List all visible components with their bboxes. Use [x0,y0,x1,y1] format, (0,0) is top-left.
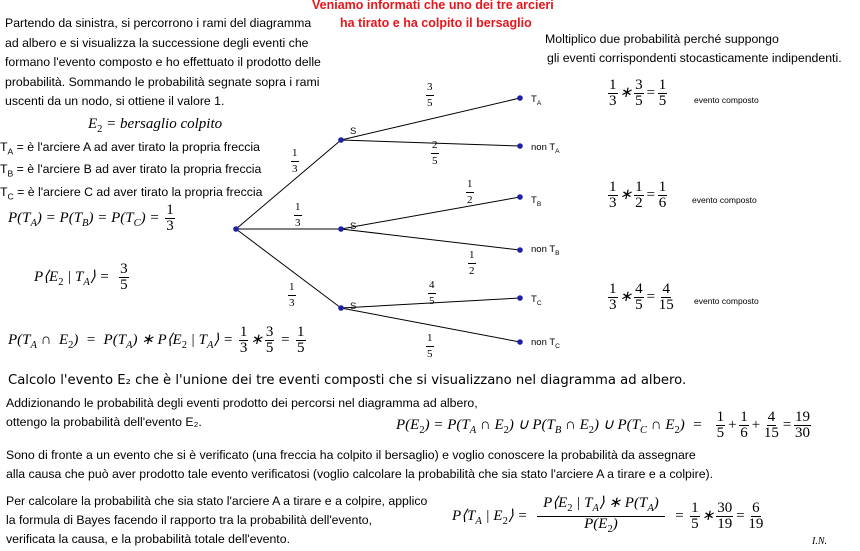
composite-label: evento composto [692,195,757,205]
branch-prob: $\frac{1}{3}$ [295,201,301,229]
branch-prob: $\frac{3}{5}$ [427,81,433,109]
root-node [233,226,239,232]
bayes-intro-line: Sono di fronte a un evento che si è verificato (una freccia ha colpito il bersaglio) e voglio conoscere la probabilità da assegnare [6,448,696,462]
branch-prob: $\frac{1}{3}$ [289,281,295,309]
independence-note [545,30,842,68]
e2-definition: $E_2$ = bersaglio colpito [88,116,223,135]
title-line1: Veniamo informati che uno dei tre arcieri [312,0,554,12]
leaf-node [517,95,523,101]
def-ta: $T_A$ = è l'arciere A ad aver tirato la propria freccia [0,140,260,157]
bayes-intro [6,446,713,484]
leaf-node [517,143,523,149]
leaf-label: non $T_B$ [531,244,560,257]
leaf-label: non $T_A$ [531,142,560,155]
tree-node [338,226,344,232]
node-label-s: S [350,301,357,312]
note-line: Moltiplico due probabilità perché suppongo [545,32,779,46]
intro-line: ad albero e si visualizza la successione degli eventi che [5,35,309,50]
note-line: gli eventi corrispondenti stocasticamente indipendenti. [547,51,842,65]
intro-line: probabilità. Sommando le probabilità segnate sopra i rami [5,74,320,89]
branch-prob: $\frac{1}{5}$ [427,332,433,360]
branch-prob: $\frac{1}{3}$ [292,147,298,175]
intro-line: uscenti da un nodo, si ottiene il valore 1. [5,94,225,108]
title-line2: ha tirato e ha colpito il bersaglio [340,16,532,30]
bayes-line: la formula di Bayes facendo il rapporto tra la probabilità dell'evento, [6,513,373,527]
product-formula: $\frac{1}{3}$ ∗ $\frac{3}{5}$ = $\frac{1}{5}$ [609,77,667,109]
branch-prob: $\frac{4}{5}$ [429,279,435,307]
leaf-node [517,339,523,345]
leaf-label: $T_A$ [531,94,542,107]
leaf-label: non $T_C$ [531,337,560,350]
intro-line: Partendo da sinistra, si percorrono i rami del diagramma [5,16,312,30]
branch-prob: $\frac{2}{5}$ [432,139,438,167]
def-tc: $T_C$ = è l'arciere C ad aver tirato la propria freccia [0,184,263,202]
composite-label: evento composto [694,95,759,105]
equal-prior-formula: $P(T_A) = P(T_B) = P(T_C)$ = $\frac{1}{3}$ [8,202,174,234]
node-label-s: S [350,126,357,137]
conditional-formula: $P⟨E_2$ | $T_A⟩$ = $\frac{3}{5}$ [34,261,128,293]
def-tb: $T_B$ = è l'arciere B ad aver tirato la propria freccia [0,162,262,179]
product-formula: $\frac{1}{3}$ ∗ $\frac{1}{2}$ = $\frac{1}{6}$ [609,179,667,211]
leaf-label: $T_B$ [531,195,542,208]
leaf-label: $T_C$ [531,294,542,307]
bayes-line: Per calcolare la probabilità che sia stato l'arciere A a tirare e a colpire, applico [6,494,428,508]
leaf-node [517,194,523,200]
tree-node [338,305,344,311]
node-label-s: S [350,221,357,232]
product-formula: $\frac{1}{3}$ ∗ $\frac{4}{5}$ = $\frac{4}{15}$ [609,281,674,313]
calc-heading: Calcolo l'evento E₂ che è l'unione dei tre eventi composti che si visualizzano nel diagramma ad albero. [8,373,687,388]
sum-line: ottengo la probabilità dell'evento E₂. [6,415,202,429]
bayes-intro-line: alla causa che può aver prodotto tale evento verificatosi (voglio calcolare la probabilità che sia stato l'arciere A a tirare e a colpire). [6,467,714,481]
bayes-formula: $P⟨T_A$ | $E_2⟩$ = $\frac{P⟨E_2 | T_A⟩ ∗ P(T_A)}{P(E_2)}$ = $\frac{1}{5}$ ∗ $\frac{30}{19}$ = $\frac{6}{19}$ [452,495,764,535]
signature: I.N. [812,536,827,547]
tree-node [338,137,344,143]
bayes-line: verificata la causa, e la probabilità totale dell'evento. [6,532,290,546]
leaf-node [517,295,523,301]
leaf-node [517,247,523,253]
bayes-text [6,492,427,549]
intersection-formula: $P(T_A$ ∩ $E_2) = P(T_A)$ ∗ $P⟨E_2$ | $T_A⟩$ = $\frac{1}{3}$ ∗ $\frac{3}{5}$ = $\frac{1}{5}$ [8,324,305,356]
composite-label: evento composto [694,296,759,306]
branch-prob: $\frac{1}{2}$ [467,178,473,206]
sum-line: Addizionando le probabilità degli eventi prodotto dei percorsi nel diagramma ad albero, [6,396,478,410]
total-probability-formula: $P(E_2) = P(T_A$ ∩ $E_2$) ∪ $P(T_B$ ∩ $E_2$) ∪ $P(T_C$ ∩ $E_2$) = $\frac{1}{5}$ + $\frac{1}{6}$ + $\frac{4}{15}$ = $\frac{19}{30}$ [396,409,811,441]
branch-prob: $\frac{1}{2}$ [469,249,475,277]
intro-line: formano l'evento composto e ho effettuato il prodotto delle [5,55,321,69]
